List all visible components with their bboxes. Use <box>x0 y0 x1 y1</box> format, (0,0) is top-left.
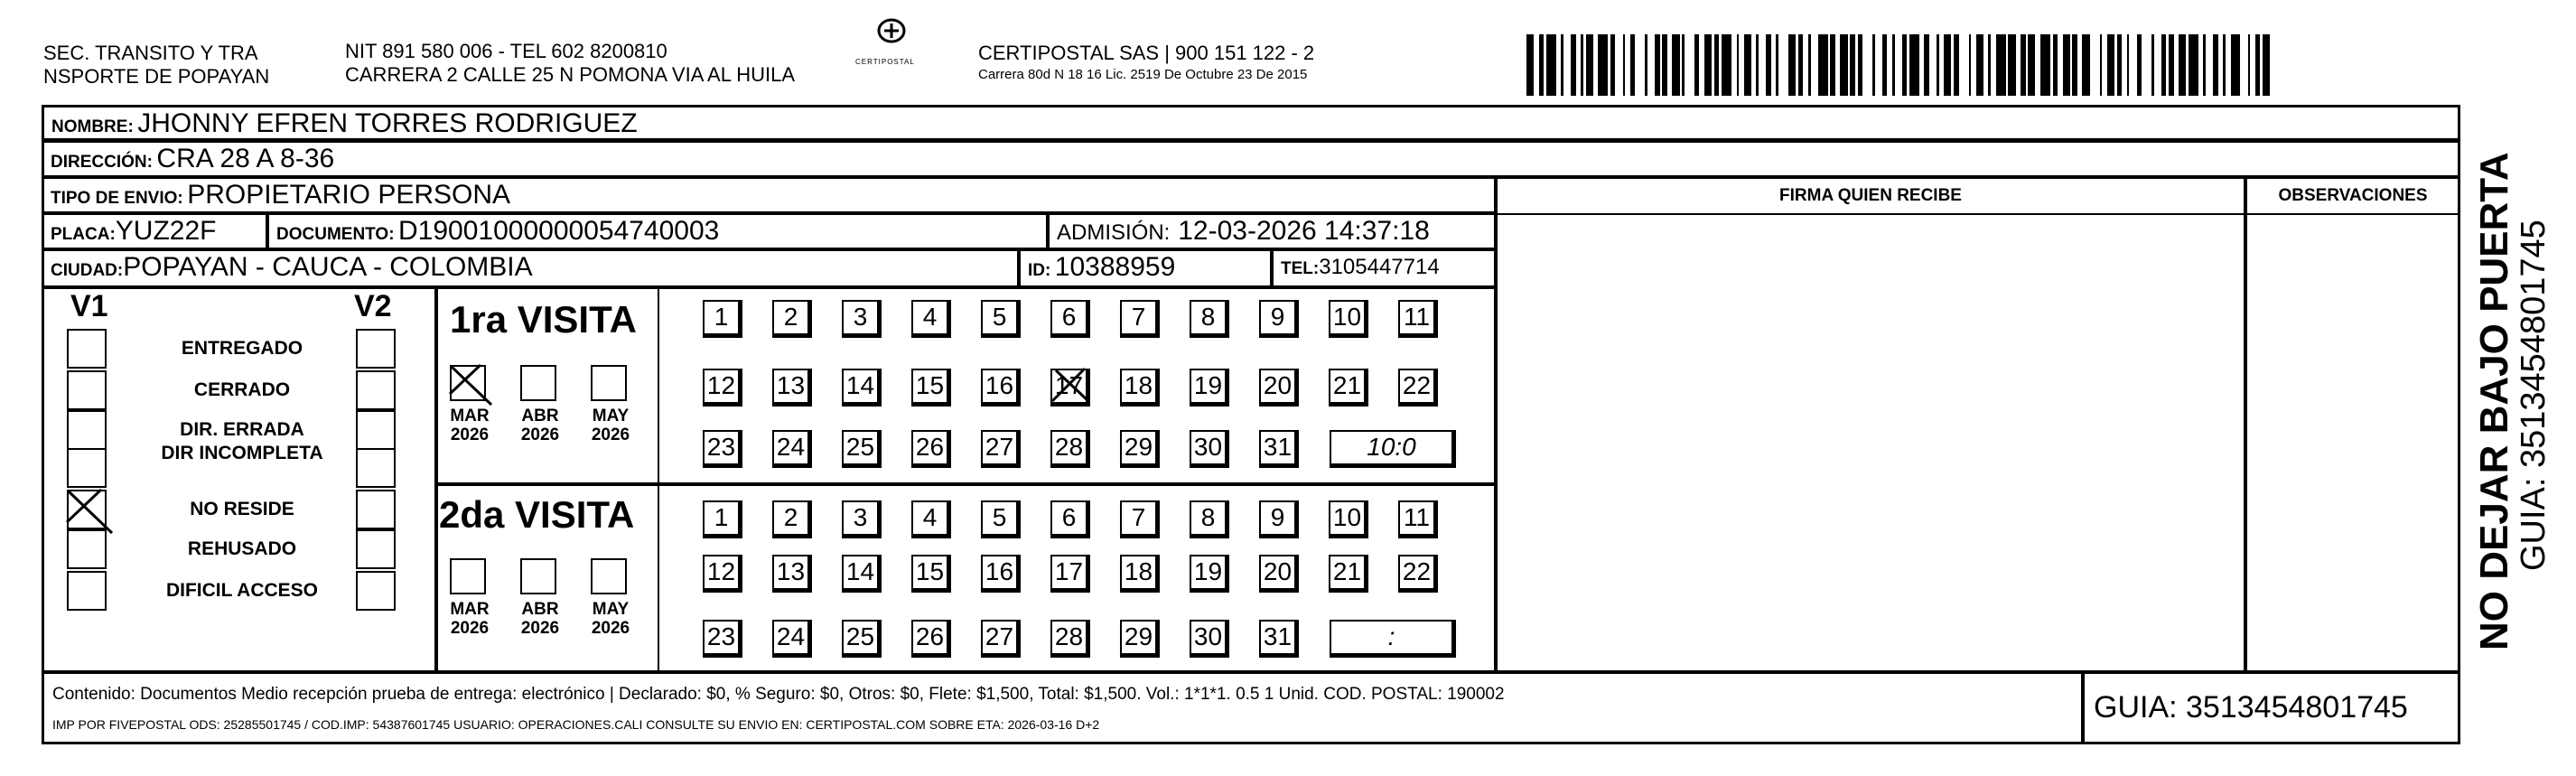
nombre-value: JHONNY EFREN TORRES RODRIGUEZ <box>137 108 638 138</box>
visit1-day-7[interactable]: 7 <box>1120 300 1160 338</box>
status-label-4: NO RESIDE <box>190 499 294 519</box>
v2-checkbox-6[interactable] <box>356 571 396 611</box>
row-direccion: DIRECCIÓN: CRA 28 A 8-36 <box>42 141 2460 177</box>
barcode-bar <box>2189 34 2198 96</box>
admision-cell: ADMISIÓN: 12-03-2026 14:37:18 <box>1048 213 1496 249</box>
barcode-space <box>1811 34 1818 96</box>
barcode-space <box>2090 34 2100 96</box>
visit1-day-27[interactable]: 27 <box>981 430 1021 468</box>
barcode-space <box>2154 34 2161 96</box>
v2-checkbox-3[interactable] <box>356 448 396 488</box>
barcode-bar <box>2063 34 2070 96</box>
id-cell: ID: 10388959 <box>1019 249 1272 287</box>
visit1-day-29[interactable]: 29 <box>1120 430 1160 468</box>
sender-name: SEC. TRANSITO Y TRA NSPORTE DE POPAYAN <box>43 42 270 88</box>
v1-header: V1 <box>70 289 108 323</box>
visit1-month-box-abr[interactable] <box>520 365 556 401</box>
observaciones-header: OBSERVACIONES <box>2278 186 2428 205</box>
direccion-value: CRA 28 A 8-36 <box>156 144 335 173</box>
visit1-day-26[interactable]: 26 <box>911 430 951 468</box>
footer-guia: GUIA: 3513454801745 <box>2094 690 2408 725</box>
visit1-day-14[interactable]: 14 <box>842 369 882 407</box>
footer-guia-cell <box>2083 672 2460 744</box>
barcode-space <box>1862 34 1872 96</box>
visit1-day-1[interactable]: 1 <box>703 300 742 338</box>
visit2-month-label-abr: ABR 2026 <box>520 600 560 638</box>
barcode-space <box>1778 34 1788 96</box>
visit1-day-11[interactable]: 11 <box>1398 300 1438 338</box>
visit1-day-20[interactable]: 20 <box>1259 369 1299 407</box>
visit1-day-30[interactable]: 30 <box>1190 430 1229 468</box>
placa-cell: PLACA:YUZ22F <box>42 213 267 249</box>
documento-value: D19001000000054740003 <box>398 216 720 246</box>
visit1-title: 1ra VISITA <box>450 298 637 341</box>
barcode-space <box>1685 34 1694 96</box>
visit1-day-6[interactable]: 6 <box>1050 300 1090 338</box>
barcode-bar <box>2008 34 2015 96</box>
vertical-warning-text: NO DEJAR BAJO PUERTA <box>2472 152 2516 650</box>
vertical-guia-text: GUIA: 3513454801745 <box>2515 220 2553 571</box>
placa-value: YUZ22F <box>115 216 217 246</box>
footer-line2: IMP POR FIVEPOSTAL ODS: 25285501745 / COD.IMP: 54387601745 USUARIO: OPERACIONES.CALI CONSULTE SU ENVIO EN: CERTIPOSTAL.COM SOBRE ETA: 2026-03-16 D+2 <box>52 717 1100 732</box>
observaciones-box <box>2245 177 2460 672</box>
barcode-space <box>2270 34 2274 96</box>
visit2-day-3[interactable]: 3 <box>842 500 882 538</box>
barcode-bar <box>1704 34 1712 96</box>
visit1-day-22[interactable]: 22 <box>1398 369 1438 407</box>
v1-checkbox-1[interactable] <box>67 370 107 410</box>
barcode-space <box>2142 34 2151 96</box>
v2-checkbox-0[interactable] <box>356 329 396 369</box>
visit1-day-23[interactable]: 23 <box>703 430 742 468</box>
barcode-bar <box>1840 34 1847 96</box>
visit2-day-14[interactable]: 14 <box>842 555 882 593</box>
visit1-day-4[interactable]: 4 <box>911 300 951 338</box>
v2-checkbox-2[interactable] <box>356 410 396 450</box>
v2-checkbox-1[interactable] <box>356 370 396 410</box>
visit1-day-13[interactable]: 13 <box>772 369 812 407</box>
visit1-month-box-mar[interactable] <box>450 365 486 401</box>
barcode-bar <box>1744 34 1751 96</box>
visit2-day-21[interactable]: 21 <box>1329 555 1368 593</box>
visit1-day-24[interactable]: 24 <box>772 430 812 468</box>
visit1-day-25[interactable]: 25 <box>842 430 882 468</box>
visit1-day-5[interactable]: 5 <box>981 300 1021 338</box>
visit2-day-18[interactable]: 18 <box>1120 555 1160 593</box>
barcode-space <box>1759 34 1766 96</box>
visit1-day-8[interactable]: 8 <box>1190 300 1229 338</box>
tipo-envio-value: PROPIETARIO PERSONA <box>187 180 511 210</box>
barcode-space <box>1929 34 1937 96</box>
row-nombre: NOMBRE: JHONNY EFREN TORRES RODRIGUEZ <box>42 105 2460 141</box>
visit2-day-24[interactable]: 24 <box>772 620 812 658</box>
logo-text: CERTIPOSTAL <box>855 58 915 66</box>
firma-header: FIRMA QUIEN RECIBE <box>1779 186 1962 205</box>
visit2-day-5[interactable]: 5 <box>981 500 1021 538</box>
v2-header: V2 <box>354 289 392 323</box>
barcode-space <box>2129 34 2136 96</box>
visit2-day-25[interactable]: 25 <box>842 620 882 658</box>
visit1-day-21[interactable]: 21 <box>1329 369 1368 407</box>
barcode-bar <box>2082 34 2089 96</box>
v1-checkbox-6[interactable] <box>67 571 107 611</box>
certipostal-logo <box>855 14 928 65</box>
visit1-day-10[interactable]: 10 <box>1329 300 1368 338</box>
visit2-day-29[interactable]: 29 <box>1120 620 1160 658</box>
ciudad-cell: CIUDAD:POPAYAN - CAUCA - COLOMBIA <box>42 249 1019 287</box>
visit2-day-12[interactable]: 12 <box>703 555 742 593</box>
barcode-bar <box>2231 34 2241 96</box>
visit2-month-box-may[interactable] <box>591 558 627 594</box>
barcode-bar <box>2107 34 2114 96</box>
barcode-bar <box>2179 34 2186 96</box>
visit2-day-11[interactable]: 11 <box>1398 500 1438 538</box>
visit2-day-16[interactable]: 16 <box>981 555 1021 593</box>
barcode-bar <box>2263 34 2270 96</box>
visit2-day-6[interactable]: 6 <box>1050 500 1090 538</box>
barcode-bar <box>1722 34 1731 96</box>
visit2-day-8[interactable]: 8 <box>1190 500 1229 538</box>
v1-checkbox-0[interactable] <box>67 329 107 369</box>
v2-checkbox-4[interactable] <box>356 490 396 529</box>
v1-checkbox-3[interactable] <box>67 448 107 488</box>
barcode-bar <box>2040 34 2050 96</box>
visit1-month-label-mar: MAR 2026 <box>450 407 490 444</box>
visit2-day-19[interactable]: 19 <box>1190 555 1229 593</box>
visit1-month-box-may[interactable] <box>591 365 627 401</box>
visit2-day-30[interactable]: 30 <box>1190 620 1229 658</box>
status-label-1: CERRADO <box>193 379 291 400</box>
barcode-space <box>1959 34 1969 96</box>
visit1-day-15[interactable]: 15 <box>911 369 951 407</box>
barcode-bar <box>1672 34 1679 96</box>
barcode-bar <box>1996 34 2006 96</box>
company-info: CERTIPOSTAL SAS | 900 151 122 - 2 Carrera 80d N 18 16 Lic. 2519 De Octubre 23 De 2015 <box>978 42 1315 82</box>
visit2-day-22[interactable]: 22 <box>1398 555 1438 593</box>
status-label-2: DIR. ERRADA <box>180 419 304 440</box>
visit1-day-19[interactable]: 19 <box>1190 369 1229 407</box>
status-label-5: REHUSADO <box>187 538 297 559</box>
barcode-bar <box>1586 34 1593 96</box>
v1-checkbox-5[interactable] <box>67 529 107 569</box>
visit2-day-1[interactable]: 1 <box>703 500 742 538</box>
footer-content <box>42 672 2083 744</box>
visit2-day-26[interactable]: 26 <box>911 620 951 658</box>
barcode-bar <box>2028 34 2035 96</box>
visit2-day-7[interactable]: 7 <box>1120 500 1160 538</box>
visit2-month-box-abr[interactable] <box>520 558 556 594</box>
visit2-day-2[interactable]: 2 <box>772 500 812 538</box>
footer-line1: Contenido: Documentos Medio recepción prueba de entrega: electrónico | Declarado: $0, % Seguro: $0, Otros: $0, Flete: $1,500, Total: $1,500. Vol.: 1*1*1. 0.5 1 Unid. COD. POSTAL: 190002 <box>52 685 1505 704</box>
barcode-space <box>1615 34 1622 96</box>
status-label-3: DIR INCOMPLETA <box>161 443 323 463</box>
visit1-day-9[interactable]: 9 <box>1259 300 1299 338</box>
status-label-6: DIFICIL ACCESO <box>165 580 318 601</box>
id-value: 10388959 <box>1054 252 1176 282</box>
barcode-space <box>1895 34 1902 96</box>
visit1-day-16[interactable]: 16 <box>981 369 1021 407</box>
visit2-day-28[interactable]: 28 <box>1050 620 1090 658</box>
firma-box <box>1496 177 2245 672</box>
barcode-space <box>1563 34 1571 96</box>
visit1-day-12[interactable]: 12 <box>703 369 742 407</box>
visit2-month-label-mar: MAR 2026 <box>450 600 490 638</box>
documento-cell: DOCUMENTO: D19001000000054740003 <box>267 213 1048 249</box>
barcode-bar <box>1976 34 1983 96</box>
visit2-day-10[interactable]: 10 <box>1329 500 1368 538</box>
visit2-day-9[interactable]: 9 <box>1259 500 1299 538</box>
visit2-day-27[interactable]: 27 <box>981 620 1021 658</box>
barcode-bar <box>1944 34 1951 96</box>
visit1-day-18[interactable]: 18 <box>1120 369 1160 407</box>
barcode-space <box>2240 34 2247 96</box>
v1-checkbox-4[interactable] <box>67 490 107 529</box>
visit1-month-label-may: MAY 2026 <box>591 407 630 444</box>
barcode-bar <box>1526 34 1534 96</box>
barcode <box>1526 34 2276 96</box>
barcode-bar <box>1788 34 1796 96</box>
row-tipo-envio: TIPO DE ENVIO: PROPIETARIO PERSONA <box>42 177 1496 213</box>
visit1-month-label-abr: ABR 2026 <box>520 407 560 444</box>
tel-cell: TEL:3105447714 <box>1272 249 1496 287</box>
visit2-title: 2da VISITA <box>439 493 635 536</box>
visit2-day-4[interactable]: 4 <box>911 500 951 538</box>
visit2-time-field[interactable]: : <box>1330 620 1456 658</box>
barcode-bar <box>1909 34 1919 96</box>
visit2-day-20[interactable]: 20 <box>1259 555 1299 593</box>
admision-value: 12-03-2026 14:37:18 <box>1178 216 1430 246</box>
visit1-day-17[interactable]: 17 <box>1050 369 1090 407</box>
v2-checkbox-5[interactable] <box>356 529 396 569</box>
visit1-day-3[interactable]: 3 <box>842 300 882 338</box>
barcode-space <box>1647 34 1655 96</box>
tel-value: 3105447714 <box>1319 255 1440 279</box>
barcode-space <box>1635 34 1645 96</box>
status-label-0: ENTREGADO <box>181 338 303 359</box>
barcode-bar <box>1818 34 1828 96</box>
visit2-month-box-mar[interactable] <box>450 558 486 594</box>
barcode-bar <box>1546 34 1556 96</box>
visit1-time-field[interactable]: 10:0 <box>1330 430 1456 468</box>
v1-checkbox-2[interactable] <box>67 410 107 450</box>
barcode-bar <box>1598 34 1608 96</box>
visit1-day-31[interactable]: 31 <box>1259 430 1299 468</box>
visit1-day-28[interactable]: 28 <box>1050 430 1090 468</box>
visit2-day-15[interactable]: 15 <box>911 555 951 593</box>
sender-nit-address: NIT 891 580 006 - TEL 602 8200810 CARRERA 2 CALLE 25 N POMONA VIA AL HUILA CERTIPOSTAL <box>345 40 795 87</box>
visit2-month-label-may: MAY 2026 <box>591 600 630 638</box>
visit2-day-23[interactable]: 23 <box>703 620 742 658</box>
visit2-day-13[interactable]: 13 <box>772 555 812 593</box>
barcode-space <box>1875 34 1882 96</box>
ciudad-value: POPAYAN - CAUCA - COLOMBIA <box>123 252 533 282</box>
visit1-day-2[interactable]: 2 <box>772 300 812 338</box>
visit2-day-31[interactable]: 31 <box>1259 620 1299 658</box>
visit2-day-17[interactable]: 17 <box>1050 555 1090 593</box>
barcode-space <box>2206 34 2213 96</box>
